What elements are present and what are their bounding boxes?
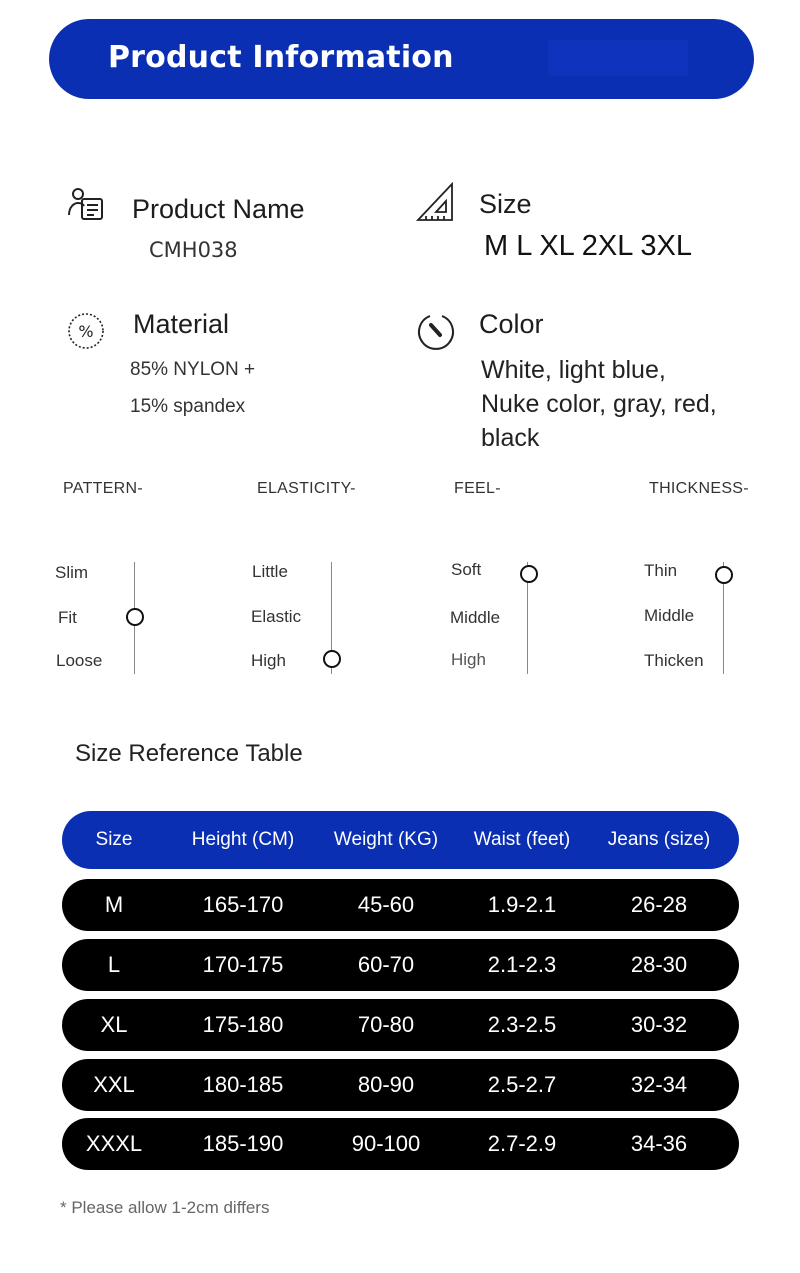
- svg-text:%: %: [78, 322, 94, 341]
- percent-badge-icon: [66, 311, 106, 351]
- material-value-line2: 15% spandex: [130, 396, 246, 417]
- table-cell: L: [107, 952, 121, 977]
- table-cell: 2.3-2.5: [487, 1012, 557, 1037]
- column-header: Height (CM): [191, 829, 295, 850]
- table-cell: 175-180: [202, 1012, 284, 1037]
- color-value-line1: White, light blue,: [481, 356, 666, 384]
- table-cell: 34-36: [630, 1131, 688, 1156]
- table-cell: 2.5-2.7: [487, 1072, 557, 1097]
- table-cell: 70-80: [357, 1012, 415, 1037]
- color-label: Color: [479, 309, 544, 339]
- material-value-line1: 85% NYLON +: [130, 359, 256, 380]
- scale-option: Thin: [644, 561, 678, 580]
- table-cell: 2.1-2.3: [487, 952, 557, 977]
- table-cell: 80-90: [357, 1072, 415, 1097]
- size-value: M L XL 2XL 3XL: [484, 230, 692, 262]
- scale-option: High: [451, 650, 486, 669]
- scale-option: Middle: [644, 606, 695, 625]
- table-cell: 170-175: [202, 952, 284, 977]
- brand-watermark: [548, 40, 688, 76]
- column-header: Waist (feet): [473, 829, 571, 850]
- color-dial-icon: [416, 311, 456, 351]
- column-header: Jeans (size): [607, 829, 711, 850]
- footnote: * Please allow 1-2cm differs: [60, 1198, 270, 1217]
- scale-marker: [323, 650, 341, 668]
- table-cell: 90-100: [351, 1131, 421, 1156]
- scale-option: Little: [252, 562, 288, 581]
- table-cell: 165-170: [202, 892, 284, 917]
- table-row: [62, 1118, 739, 1170]
- table-cell: 1.9-2.1: [487, 892, 557, 917]
- size-label: Size: [479, 189, 532, 219]
- scale-option: Fit: [58, 608, 77, 627]
- color-value-line3: black: [481, 424, 540, 452]
- scale-option: Middle: [450, 608, 501, 627]
- scale-option: High: [251, 651, 286, 670]
- size-table-header: [62, 811, 739, 869]
- table-cell: 2.7-2.9: [487, 1131, 557, 1156]
- scale-option: Slim: [55, 563, 89, 582]
- page-title: Product Information: [108, 40, 454, 75]
- size-table-title: Size Reference Table: [75, 740, 303, 767]
- column-header: Size: [95, 829, 133, 850]
- table-cell: M: [104, 892, 124, 917]
- table-cell: XL: [100, 1012, 128, 1037]
- table-row: [62, 939, 739, 991]
- table-cell: 185-190: [202, 1131, 284, 1156]
- table-cell: 28-30: [630, 952, 688, 977]
- scale-marker: [520, 565, 538, 583]
- scale-marker: [126, 608, 144, 626]
- table-cell: 30-32: [630, 1012, 688, 1037]
- scale-option: Loose: [56, 651, 103, 670]
- scale-title-elasticity: ELASTICITY-: [257, 480, 356, 497]
- scale-option: Elastic: [251, 607, 302, 626]
- product-name-label: Product Name: [132, 194, 305, 224]
- triangle-ruler-icon: [416, 182, 456, 222]
- product-name-value: CMH038: [149, 238, 238, 262]
- scale-option: Soft: [451, 560, 482, 579]
- scale-title-feel: FEEL-: [454, 480, 501, 497]
- scale-option: Thicken: [644, 651, 704, 670]
- scale-title-thickness: THICKNESS-: [649, 480, 749, 497]
- table-cell: 180-185: [202, 1072, 284, 1097]
- table-cell: 26-28: [630, 892, 688, 917]
- table-row: [62, 1059, 739, 1111]
- material-label: Material: [133, 309, 230, 339]
- scale-marker: [715, 566, 733, 584]
- scale-title-pattern: PATTERN-: [63, 480, 144, 497]
- table-cell: 45-60: [357, 892, 415, 917]
- column-header: Weight (KG): [333, 829, 439, 850]
- table-cell: 32-34: [630, 1072, 688, 1097]
- color-value-line2: Nuke color, gray, red,: [481, 390, 717, 418]
- id-card-icon: [66, 185, 106, 225]
- table-row: [62, 879, 739, 931]
- table-row: [62, 999, 739, 1051]
- table-cell: 60-70: [357, 952, 415, 977]
- table-cell: XXXL: [85, 1131, 143, 1156]
- table-cell: XXL: [93, 1072, 135, 1097]
